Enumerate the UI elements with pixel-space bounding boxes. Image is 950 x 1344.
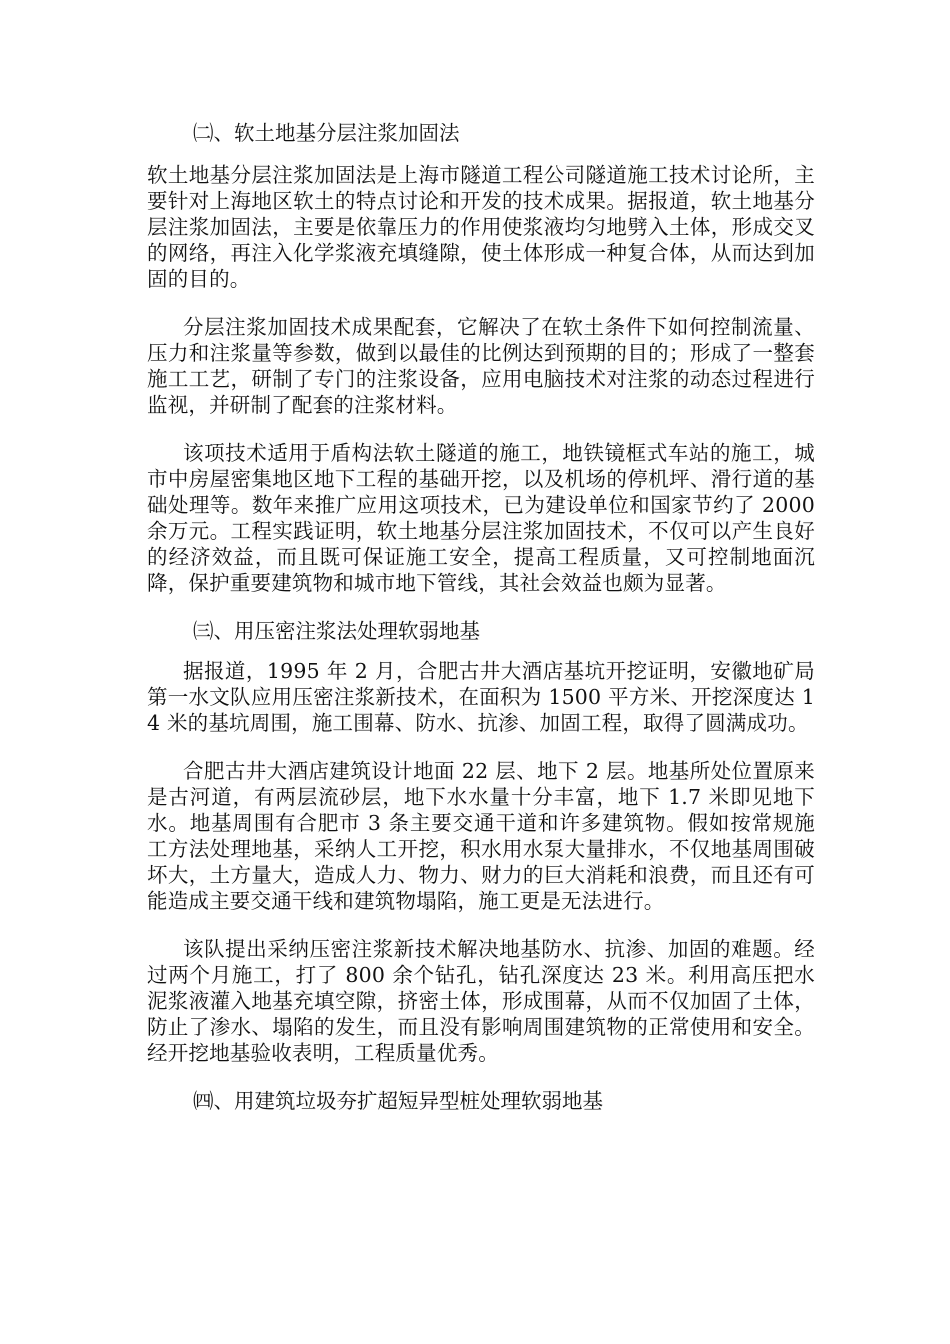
section-heading-4: ㈣、用建筑垃圾夯扩超短异型桩处理软弱地基	[193, 1089, 603, 1113]
document-page	[147, 118, 815, 1116]
paragraph: 该队提出采纳压密注浆新技术解决地基防水、抗渗、加固的难题。经过两个月施工，打了 800 余个钻孔，钻孔深度达 23 米。利用高压把水泥浆液灌入地基充填空隙，挤密土体，形成围幕，从而不仅加固了土体，防止了渗水、塌陷的发生，而且没有影响周围建筑物的正常使用和安全。经开挖地基验收表明，工程质量优秀。	[147, 937, 815, 1065]
section-heading-3: ㈢、用压密注浆法处理软弱地基	[193, 619, 480, 643]
paragraph: 该项技术适用于盾构法软土隧道的施工，地铁镜框式车站的施工，城市中房屋密集地区地下工程的基础开挖，以及机场的停机坪、滑行道的基础处理等。数年来推广应用这项技术，已为建设单位和国家节约了 2000 余万元。工程实践证明，软土地基分层注浆加固技术，不仅可以产生良好的经济效益，而且既可保证施工安全，提高工程质量，又可控制地面沉降，保护重要建筑物和城市地下管线，其社会效益也颇为显著。	[147, 441, 815, 595]
paragraph: 合肥古井大酒店建筑设计地面 22 层、地下 2 层。地基所处位置原来是古河道，有两层流砂层，地下水水量十分丰富，地下 1.7 米即见地下水。地基周围有合肥市 3 条主要交通干道和许多建筑物。假如按常规施工方法处理地基，采纳人工开挖，积水用水泵大量排水，不仅地基周围破坏大，土方量大，造成人力、物力、财力的巨大消耗和浪费，而且还有可能造成主要交通干线和建筑物塌陷，施工更是无法进行。	[147, 759, 815, 913]
section-heading-2: ㈡、软土地基分层注浆加固法	[193, 121, 460, 145]
paragraph: 分层注浆加固技术成果配套，它解决了在软土条件下如何控制流量、压力和注浆量等参数，做到以最佳的比例达到预期的目的；形成了一整套施工工艺，研制了专门的注浆设备，应用电脑技术对注浆的动态过程进行监视，并研制了配套的注浆材料。	[147, 315, 815, 417]
paragraph: 软土地基分层注浆加固法是上海市隧道工程公司隧道施工技术讨论所，主要针对上海地区软土的特点讨论和开发的技术成果。据报道，软土地基分层注浆加固法，主要是依靠压力的作用使浆液均匀地劈入土体，形成交叉的网络，再注入化学浆液充填缝隙，使土体形成一种复合体，从而达到加固的目的。	[147, 163, 815, 291]
paragraph: 据报道，1995 年 2 月，合肥古井大酒店基坑开挖证明，安徽地矿局第一水文队应用压密注浆新技术，在面积为 1500 平方米、开挖深度达 14 米的基坑周围，施工围幕、防水、抗渗、加固工程，取得了圆满成功。	[147, 659, 815, 735]
